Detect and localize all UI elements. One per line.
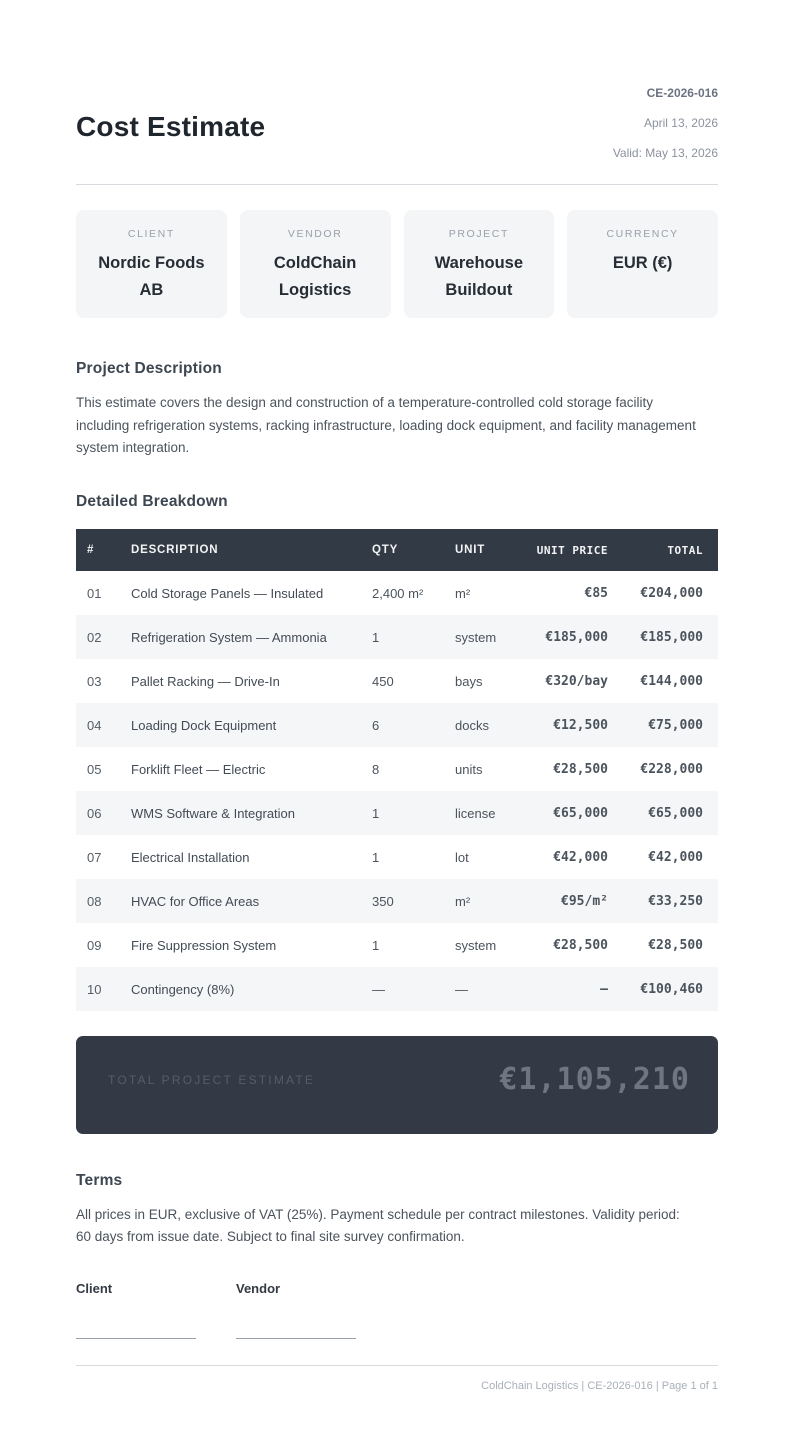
- row-qty: 350: [372, 893, 394, 909]
- row-unit: m²: [455, 585, 471, 601]
- row-unit: —: [455, 981, 468, 997]
- row-total: €185,000: [640, 629, 703, 645]
- total-amount: €1,105,210: [499, 1062, 690, 1097]
- row-qty: 2,400 m²: [372, 585, 424, 601]
- row-unit-price: €85: [584, 585, 608, 601]
- row-unit: system: [455, 937, 497, 953]
- row-unit-price: €320/bay: [545, 673, 608, 689]
- vendor-card-value: ColdChain Logistics: [273, 254, 357, 299]
- client-signature-line: [76, 1338, 196, 1339]
- row-num: 03: [87, 673, 102, 689]
- vendor-signature-line: [236, 1338, 356, 1339]
- table-row: [76, 791, 718, 835]
- table-row: [76, 967, 718, 1011]
- row-description: Cold Storage Panels — Insulated: [131, 585, 324, 601]
- document-header: [76, 78, 718, 168]
- currency-card: [567, 210, 718, 318]
- row-unit: license: [455, 805, 496, 821]
- table-row: [76, 879, 718, 923]
- row-total: €144,000: [640, 673, 703, 689]
- vendor-signature: [236, 1281, 356, 1339]
- row-description: WMS Software & Integration: [131, 805, 296, 821]
- terms-section: [76, 1172, 718, 1249]
- row-unit-price: €65,000: [553, 805, 608, 821]
- row-description: Refrigeration System — Ammonia: [131, 629, 327, 645]
- document-meta: [613, 78, 718, 168]
- total-banner: [76, 1036, 718, 1134]
- validity-date: Valid: May 13, 2026: [612, 146, 718, 160]
- table-row: [76, 923, 718, 967]
- row-unit: lot: [455, 849, 469, 865]
- table-row: [76, 703, 718, 747]
- doc-number: CE-2026-016: [646, 86, 718, 100]
- column-header-unit-price: UNIT PRICE: [535, 529, 623, 571]
- row-num: 05: [87, 761, 102, 777]
- row-num: 06: [87, 805, 102, 821]
- column-header-description: DESCRIPTION: [131, 529, 372, 571]
- row-unit: system: [455, 629, 497, 645]
- project-description-text: This estimate covers the design and construction of a temperature-controlled cold storage facility including refrigeration systems, racking infrastructure, loading dock equipment, and facility management system integration.: [76, 395, 696, 455]
- row-total: €75,000: [648, 717, 703, 733]
- client-card-value: Nordic Foods AB: [98, 254, 205, 299]
- column-header-num: #: [76, 529, 131, 571]
- row-unit: bays: [455, 673, 483, 689]
- table-row: [76, 615, 718, 659]
- row-unit: units: [455, 761, 483, 777]
- row-qty: 8: [372, 761, 380, 777]
- info-cards: [76, 210, 718, 318]
- row-total: €28,500: [648, 937, 703, 953]
- project-card: [404, 210, 555, 318]
- row-description: Contingency (8%): [131, 981, 235, 997]
- row-total: €204,000: [640, 585, 703, 601]
- row-unit-price: €28,500: [553, 761, 608, 777]
- table-header-row: [76, 529, 718, 571]
- detailed-breakdown-heading: Detailed Breakdown: [76, 492, 228, 510]
- row-description: Fire Suppression System: [131, 937, 277, 953]
- row-num: 01: [87, 585, 102, 601]
- table-row: [76, 835, 718, 879]
- client-signature: [76, 1281, 196, 1339]
- footer-text: ColdChain Logistics | CE-2026-016 | Page 1 of 1: [481, 1379, 718, 1392]
- row-unit-price: €185,000: [545, 629, 608, 645]
- table-row: [76, 571, 718, 615]
- page-title: Cost Estimate: [76, 111, 266, 142]
- vendor-signature-label: Vendor: [236, 1280, 281, 1296]
- row-unit-price: –: [600, 981, 608, 997]
- client-card-label: CLIENT: [127, 228, 175, 240]
- table-row: [76, 659, 718, 703]
- row-num: 07: [87, 849, 102, 865]
- row-unit-price: €12,500: [553, 717, 608, 733]
- row-description: Forklift Fleet — Electric: [131, 761, 266, 777]
- row-unit: docks: [455, 717, 489, 733]
- row-total: €65,000: [648, 805, 703, 821]
- row-description: HVAC for Office Areas: [131, 893, 260, 909]
- row-qty: —: [372, 981, 385, 997]
- row-unit-price: €42,000: [553, 849, 608, 865]
- project-description-heading: Project Description: [76, 360, 222, 377]
- row-unit-price: €95/m²: [561, 893, 608, 909]
- currency-card-value: EUR (€): [612, 254, 673, 272]
- total-label: TOTAL PROJECT ESTIMATE: [108, 1072, 316, 1087]
- terms-heading: Terms: [76, 1171, 123, 1189]
- row-unit-price: €28,500: [553, 937, 608, 953]
- row-total: €228,000: [640, 761, 703, 777]
- header-divider: [76, 184, 718, 185]
- vendor-card-label: VENDOR: [287, 228, 343, 240]
- row-qty: 1: [372, 629, 380, 645]
- project-description-section: [76, 360, 718, 460]
- row-total: €100,460: [640, 981, 703, 997]
- column-header-unit: UNIT: [455, 529, 535, 571]
- row-num: 09: [87, 937, 102, 953]
- column-header-total: TOTAL: [623, 529, 718, 571]
- signature-block: [76, 1281, 718, 1339]
- vendor-card: [240, 210, 391, 318]
- row-description: Pallet Racking — Drive-In: [131, 673, 280, 689]
- row-num: 04: [87, 717, 102, 733]
- currency-card-label: CURRENCY: [606, 228, 679, 240]
- row-qty: 1: [372, 937, 380, 953]
- row-qty: 6: [372, 717, 380, 733]
- detailed-breakdown-section: [76, 493, 718, 1011]
- client-signature-label: Client: [76, 1280, 113, 1296]
- row-total: €33,250: [648, 893, 703, 909]
- row-num: 10: [87, 981, 102, 997]
- project-card-label: PROJECT: [448, 228, 509, 240]
- terms-text: All prices in EUR, exclusive of VAT (25%). Payment schedule per contract milestones. Validity period: 60 days from issue date. Subject to final site survey confirmation.: [76, 1206, 680, 1244]
- issue-date: April 13, 2026: [643, 116, 718, 130]
- row-qty: 1: [372, 805, 380, 821]
- row-total: €42,000: [648, 849, 703, 865]
- row-num: 02: [87, 629, 102, 645]
- row-qty: 450: [372, 673, 394, 689]
- project-card-value: Warehouse Buildout: [434, 254, 524, 299]
- row-qty: 1: [372, 849, 380, 865]
- cost-table: [76, 529, 718, 1011]
- footer-divider: [76, 1365, 718, 1366]
- row-description: Loading Dock Equipment: [131, 717, 277, 733]
- row-unit: m²: [455, 893, 471, 909]
- row-num: 08: [87, 893, 102, 909]
- column-header-qty: QTY: [372, 529, 455, 571]
- client-card: [76, 210, 227, 318]
- row-description: Electrical Installation: [131, 849, 250, 865]
- table-row: [76, 747, 718, 791]
